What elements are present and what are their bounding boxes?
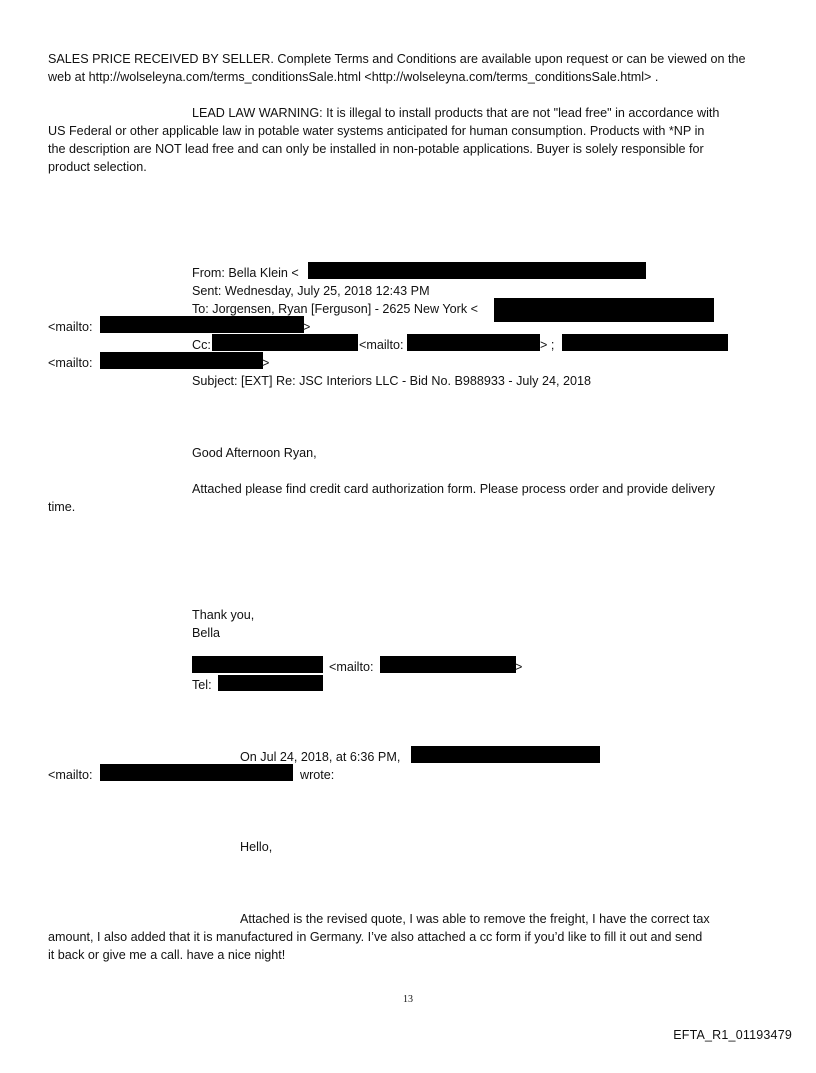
terms-line-2: web at http://wolseleyna.com/terms_conditionsSale.html <http://wolseleyna.com/terms_conditionsSale.html> .: [48, 70, 659, 84]
header-to-mailto-end: >: [303, 320, 311, 334]
redaction-to-mailto: [100, 316, 304, 333]
redaction-signature-email: [192, 656, 323, 673]
redaction-to-email: [494, 298, 714, 322]
header-subject: Subject: [EXT] Re: JSC Interiors LLC - Bid No. B988933 - July 24, 2018: [192, 374, 591, 388]
redaction-from-email: [308, 262, 646, 279]
quoted-message-line-3: it back or give me a call. have a nice night!: [48, 948, 286, 962]
signature-tel: Tel:: [192, 678, 212, 692]
lead-law-line-3: the description are NOT lead free and can only be installed in non-potable applications. Buyer is solely responsible for: [48, 142, 704, 156]
header-cc-mailto: <mailto:: [359, 338, 404, 352]
quoted-message-line-2: amount, I also added that it is manufactured in Germany. I’ve also attached a cc form if you’d like to fill it out and send: [48, 930, 703, 944]
quoted-on-line: On Jul 24, 2018, at 6:36 PM,: [240, 750, 401, 764]
redaction-cc-name: [212, 334, 358, 351]
redaction-cc-email: [407, 334, 540, 351]
header-to: To: Jorgensen, Ryan [Ferguson] - 2625 New York <: [192, 302, 478, 316]
lead-law-line-4: product selection.: [48, 160, 147, 174]
redaction-cc-mailto-2: [100, 352, 263, 369]
lead-law-line-2: US Federal or other applicable law in potable water systems anticipated for human consumption. Products with *NP in: [48, 124, 705, 138]
bates-number: EFTA_R1_01193479: [673, 1028, 792, 1042]
message-line-2: time.: [48, 500, 76, 514]
header-cc-mailto-2-end: >: [262, 356, 270, 370]
redaction-tel: [218, 675, 323, 691]
signoff-thanks: Thank you,: [192, 608, 255, 622]
redaction-quoted-mailto: [100, 764, 293, 781]
header-cc: Cc:: [192, 338, 211, 352]
signoff-name: Bella: [192, 626, 221, 640]
terms-line-1: SALES PRICE RECEIVED BY SELLER. Complete Terms and Conditions are available upon request or can be viewed on the: [48, 52, 746, 66]
redaction-signature-mailto: [380, 656, 516, 673]
page-number: 13: [403, 994, 413, 1005]
quoted-wrote: wrote:: [300, 768, 335, 782]
header-sent: Sent: Wednesday, July 25, 2018 12:43 PM: [192, 284, 430, 298]
header-cc-mailto-2: <mailto:: [48, 356, 93, 370]
quoted-mailto: <mailto:: [48, 768, 93, 782]
header-cc-separator: > ;: [540, 338, 555, 352]
signature-mailto: <mailto:: [329, 660, 374, 674]
quoted-hello: Hello,: [240, 840, 273, 854]
header-from: From: Bella Klein <: [192, 266, 299, 280]
header-to-mailto: <mailto:: [48, 320, 93, 334]
lead-law-line-1: LEAD LAW WARNING: It is illegal to install products that are not "lead free" in accordance with: [192, 106, 720, 120]
redaction-quoted-sender: [411, 746, 600, 763]
message-line-1: Attached please find credit card authorization form. Please process order and provide delivery: [192, 482, 715, 496]
signature-mailto-end: >: [515, 660, 523, 674]
greeting: Good Afternoon Ryan,: [192, 446, 317, 460]
redaction-cc-second-email: [562, 334, 728, 351]
quoted-message-line-1: Attached is the revised quote, I was able to remove the freight, I have the correct tax: [240, 912, 710, 926]
